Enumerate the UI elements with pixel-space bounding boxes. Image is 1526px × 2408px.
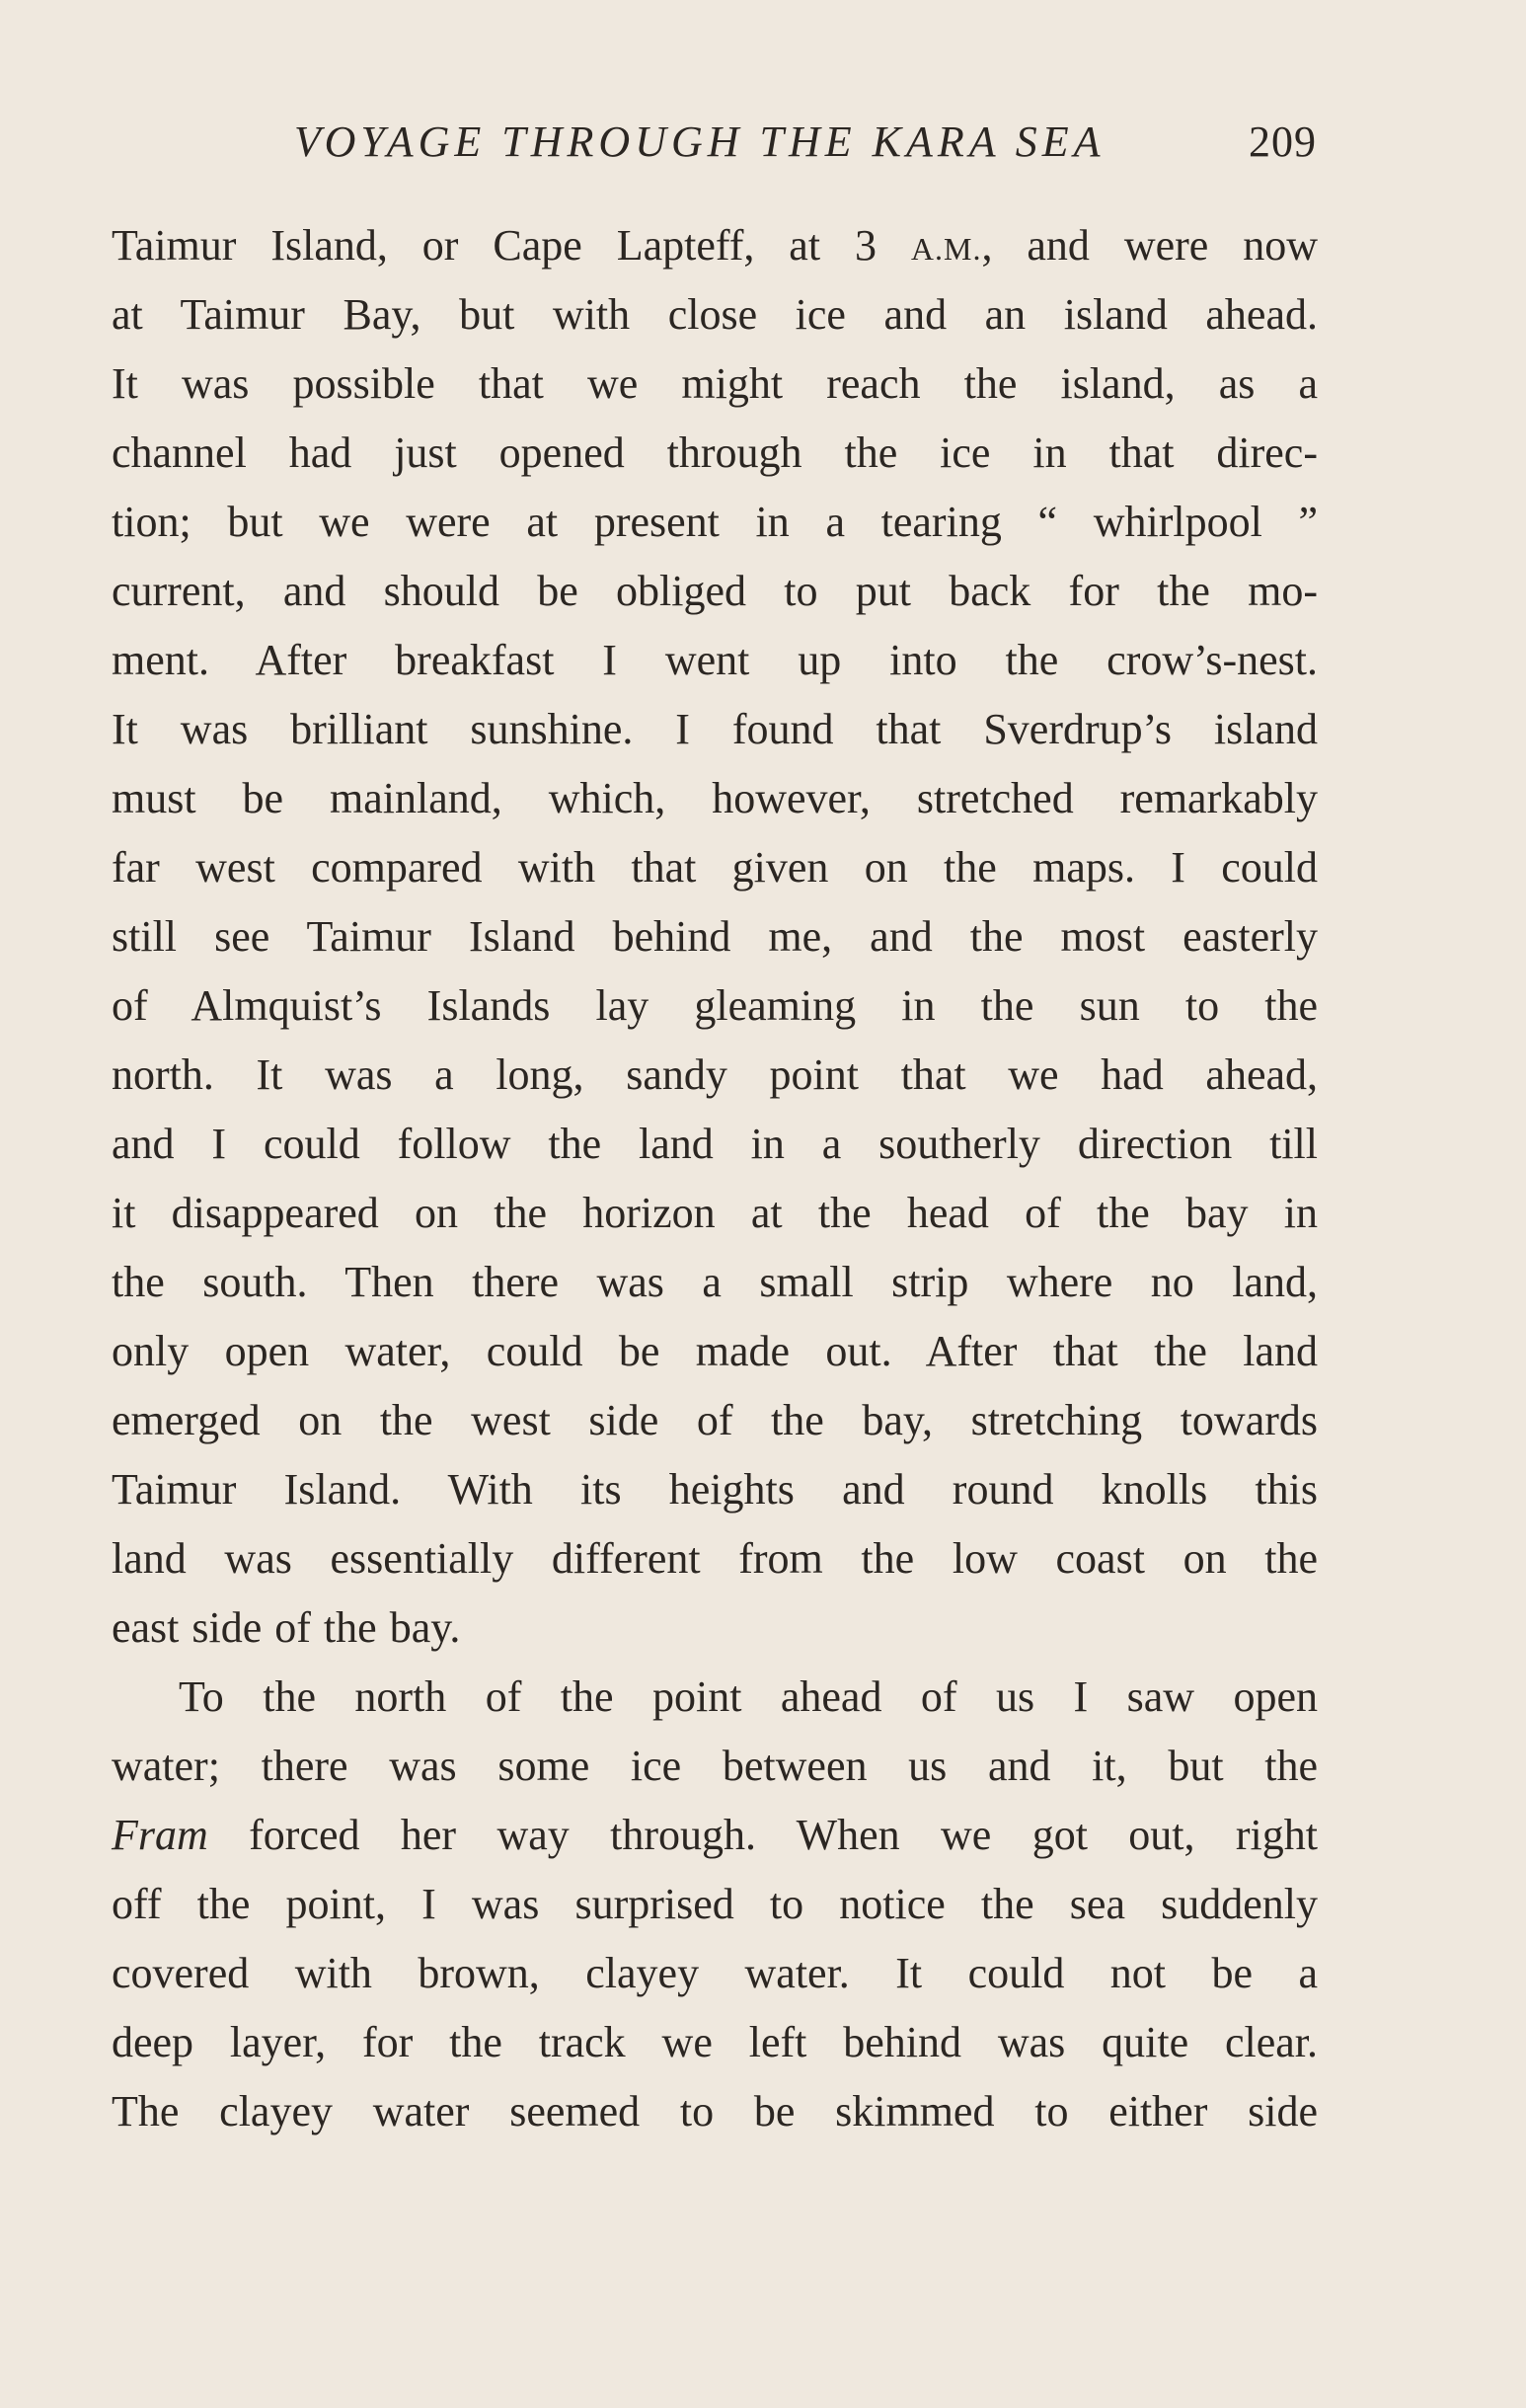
running-title: VOYAGE THROUGH THE KARA SEA	[294, 117, 1106, 166]
text-line: ment. After breakfast I went up into the crow’s-nest.	[112, 636, 1318, 684]
text-line: tion; but we were at present in a tearing “ whirlpool ”	[112, 498, 1318, 546]
running-head	[294, 117, 1317, 176]
text-line: off the point, I was surprised to notice the sea suddenly	[112, 1880, 1318, 1928]
text-line: it disappeared on the horizon at the head of the bay in	[112, 1189, 1318, 1237]
text-line: far west compared with that given on the maps. I could	[112, 843, 1318, 892]
text-line: To the north of the point ahead of us I saw open	[179, 1672, 1318, 1721]
text-line: must be mainland, which, however, stretched remarkably	[112, 774, 1318, 822]
text-line: of Almquist’s Islands lay gleaming in the sun to the	[112, 981, 1318, 1030]
text-line: Taimur Island, or Cape Lapteff, at 3 A.M., and were now	[112, 221, 1319, 270]
text-line: and I could follow the land in a southerly direction till	[112, 1120, 1318, 1168]
text-line: covered with brown, clayey water. It could not be a	[112, 1949, 1318, 1997]
paragraph-1	[112, 211, 1318, 1663]
body-text	[112, 211, 1318, 2146]
text-line: still see Taimur Island behind me, and the most easterly	[112, 912, 1318, 961]
text-line: The clayey water seemed to be skimmed to either side	[112, 2087, 1318, 2136]
text-line: at Taimur Bay, but with close ice and an island ahead.	[112, 290, 1318, 339]
text-line: water; there was some ice between us and it, but the	[112, 1742, 1318, 1790]
text-line: current, and should be obliged to put back for the mo-	[112, 567, 1318, 615]
text-line: the south. Then there was a small strip where no land,	[112, 1258, 1318, 1306]
text-line: Taimur Island. With its heights and round knolls this	[112, 1465, 1318, 1514]
text-line: emerged on the west side of the bay, stretching towards	[112, 1396, 1318, 1444]
text-line: only open water, could be made out. After that the land	[112, 1327, 1318, 1375]
paragraph-2	[112, 1663, 1318, 2146]
text-line: It was brilliant sunshine. I found that Sverdrup’s island	[112, 705, 1318, 753]
text-line: deep layer, for the track we left behind was quite clear.	[112, 2018, 1318, 2066]
text-line: channel had just opened through the ice in that direc-	[112, 428, 1318, 477]
text-line: north. It was a long, sandy point that we had ahead,	[112, 1050, 1318, 1099]
text-line: Fram forced her way through. When we got out, right	[112, 1811, 1318, 1859]
text-line: east side of the bay.	[112, 1603, 461, 1652]
text-line: land was essentially different from the low coast on the	[112, 1534, 1318, 1583]
page-number: 209	[1249, 117, 1317, 166]
text-line: It was possible that we might reach the island, as a	[112, 359, 1318, 408]
